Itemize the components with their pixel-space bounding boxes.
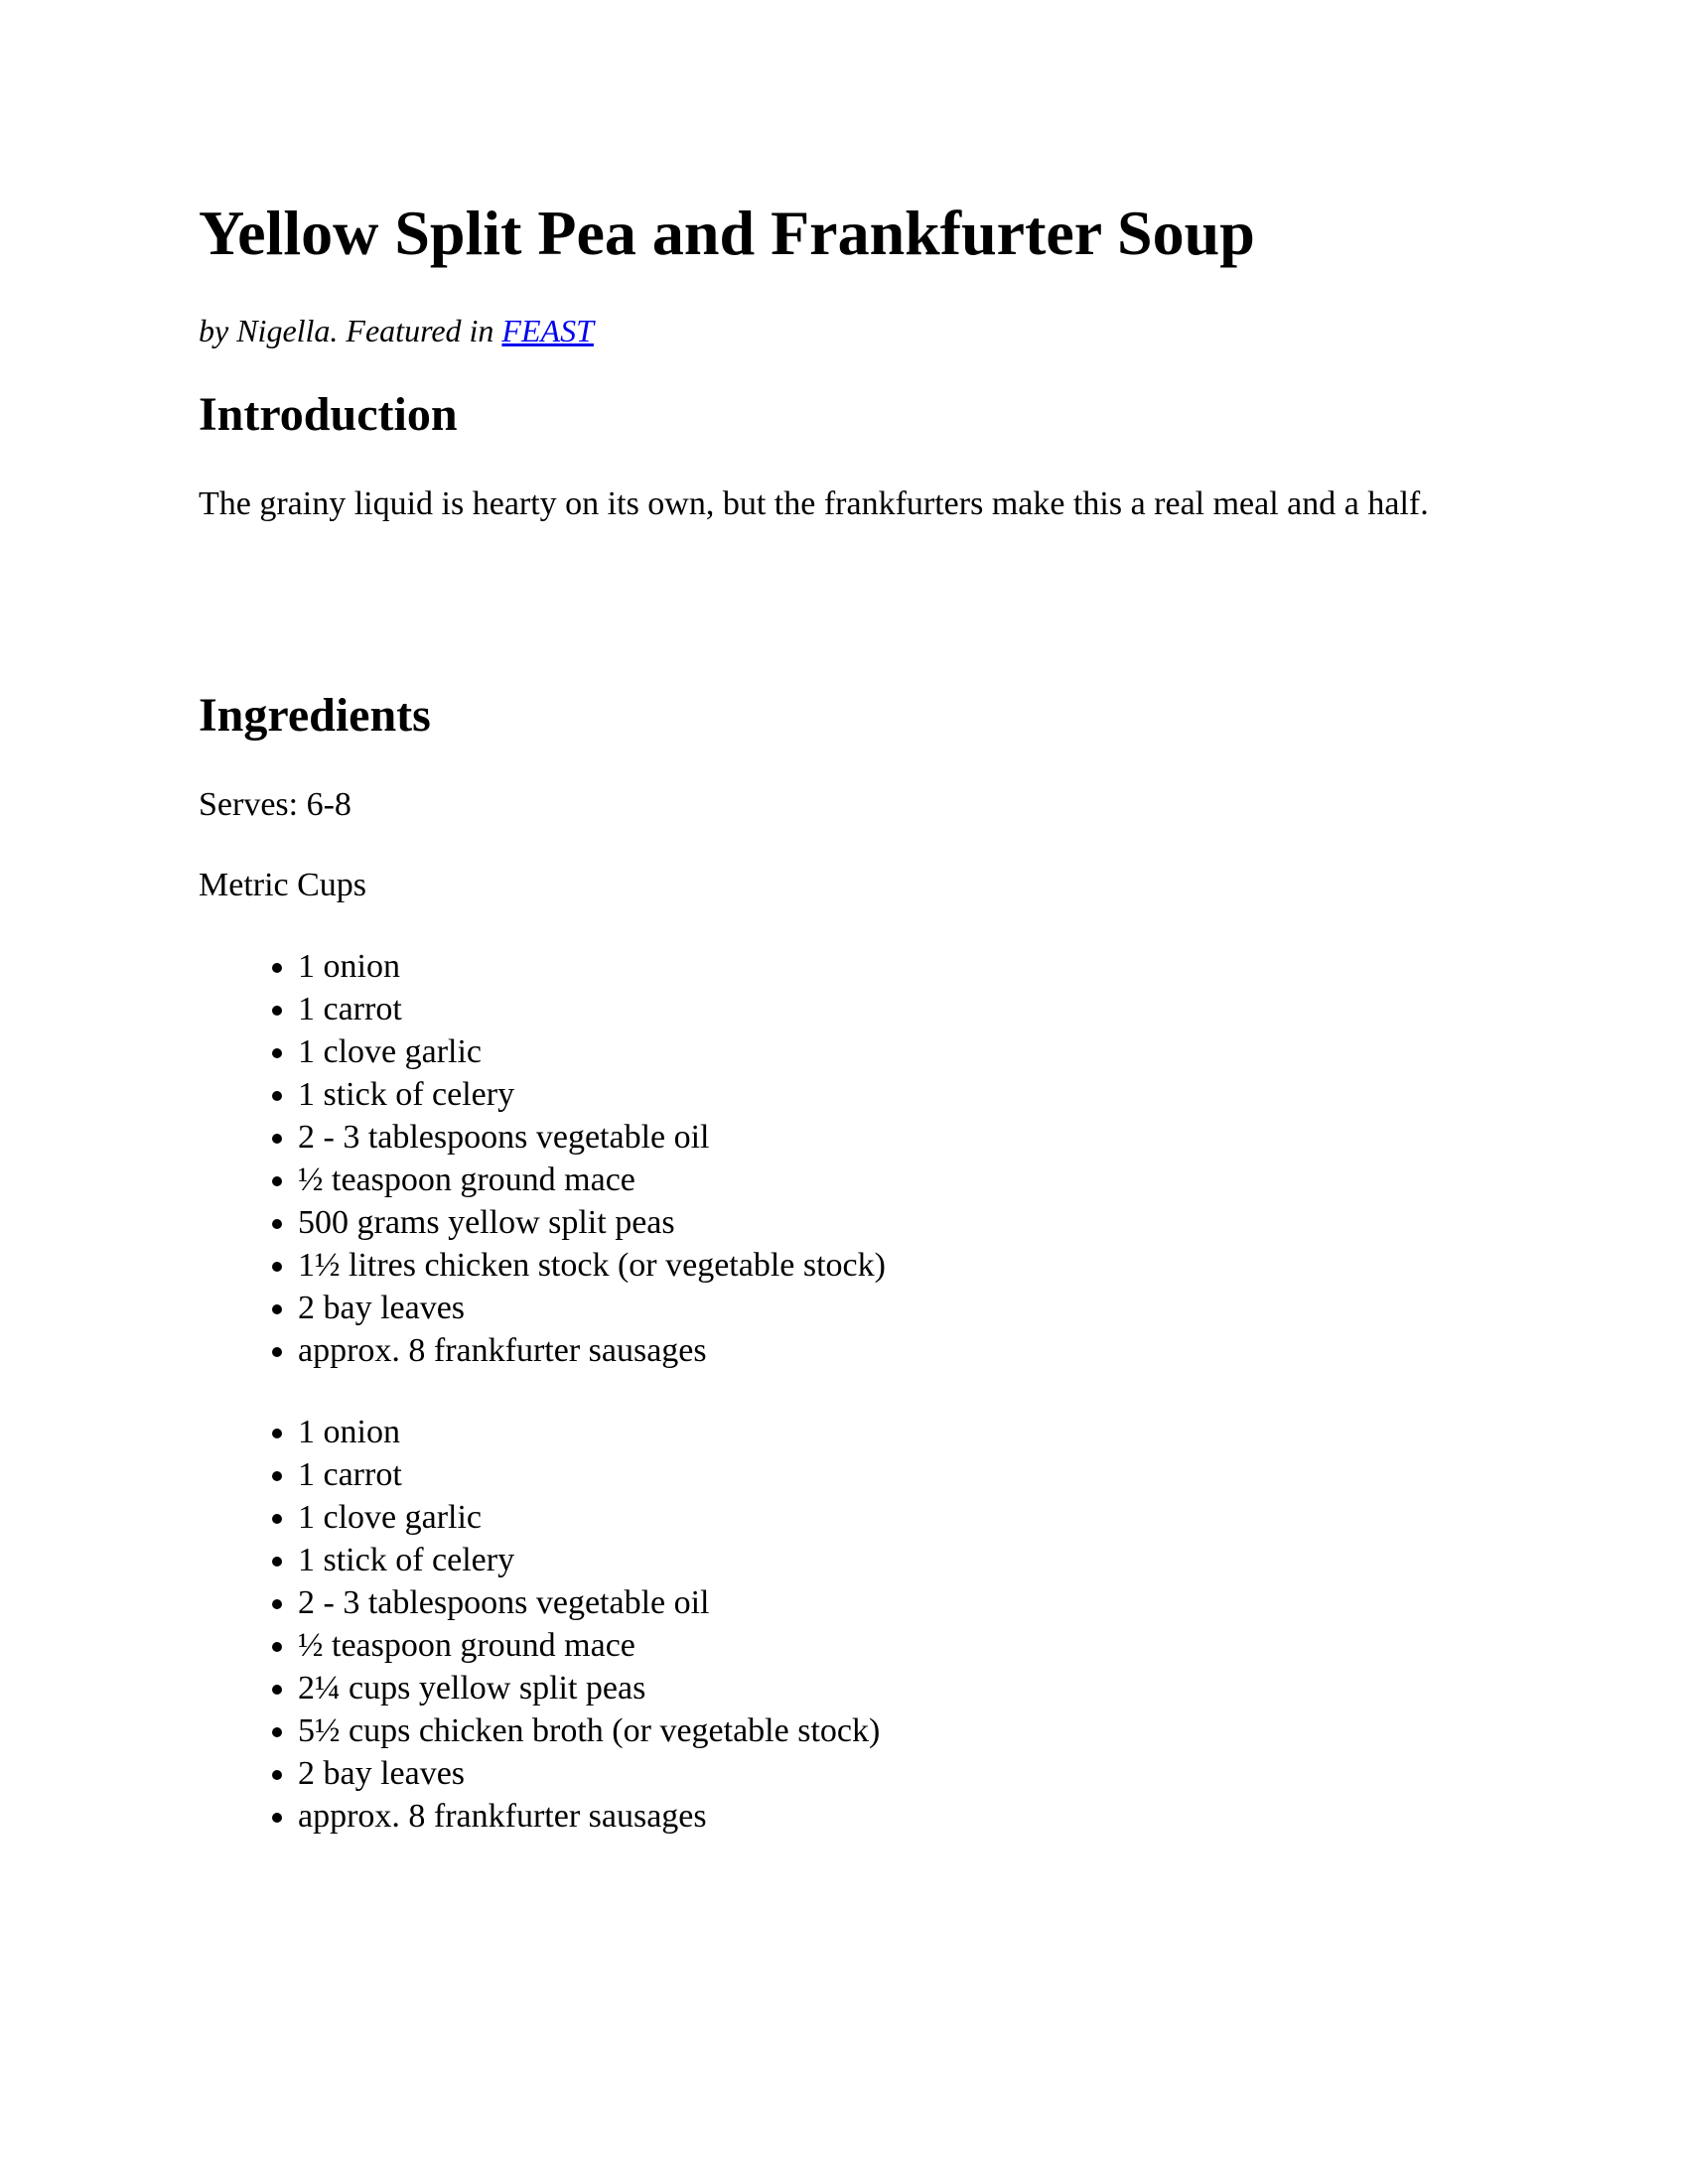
ingredients-heading: Ingredients [199,689,431,742]
list-item: • 2 - 3 tablespoons vegetable oil [298,1581,880,1624]
list-item: • approx. 8 frankfurter sausages [298,1795,880,1838]
unit-toggle[interactable]: Metric Cups [199,867,367,903]
list-item: • ½ teaspoon ground mace [298,1624,880,1667]
list-item: • 1½ litres chicken stock (or vegetable stock) [298,1244,886,1287]
introduction-text: The grainy liquid is hearty on its own, but the frankfurters make this a real meal and a half. [199,485,1429,522]
list-item: • 1 stick of celery [298,1539,880,1581]
list-item: • 2 - 3 tablespoons vegetable oil [298,1116,886,1159]
list-item: • approx. 8 frankfurter sausages [298,1329,886,1372]
feast-link[interactable]: FEAST [501,313,594,348]
list-item: • 1 clove garlic [298,1030,886,1073]
byline [199,312,594,349]
list-item: • 1 carrot [298,1453,880,1496]
list-item: • 500 grams yellow split peas [298,1201,886,1244]
list-item: • 1 carrot [298,988,886,1030]
recipe-title: Yellow Split Pea and Frankfurter Soup [199,198,1255,268]
byline-prefix: by Nigella. Featured in [199,313,502,348]
list-item: • 1 onion [298,945,886,988]
introduction-heading: Introduction [199,388,458,441]
list-item: • 2 bay leaves [298,1287,886,1329]
metric-ingredients-list [199,945,886,1372]
cups-ingredients-list [199,1411,880,1838]
list-item: • 1 stick of celery [298,1073,886,1116]
list-item: • 2¼ cups yellow split peas [298,1667,880,1709]
list-item: • ½ teaspoon ground mace [298,1159,886,1201]
list-item: • 1 onion [298,1411,880,1453]
serves-text: Serves: 6-8 [199,786,352,823]
list-item: • 1 clove garlic [298,1496,880,1539]
list-item: • 5½ cups chicken broth (or vegetable stock) [298,1709,880,1752]
list-item: • 2 bay leaves [298,1752,880,1795]
